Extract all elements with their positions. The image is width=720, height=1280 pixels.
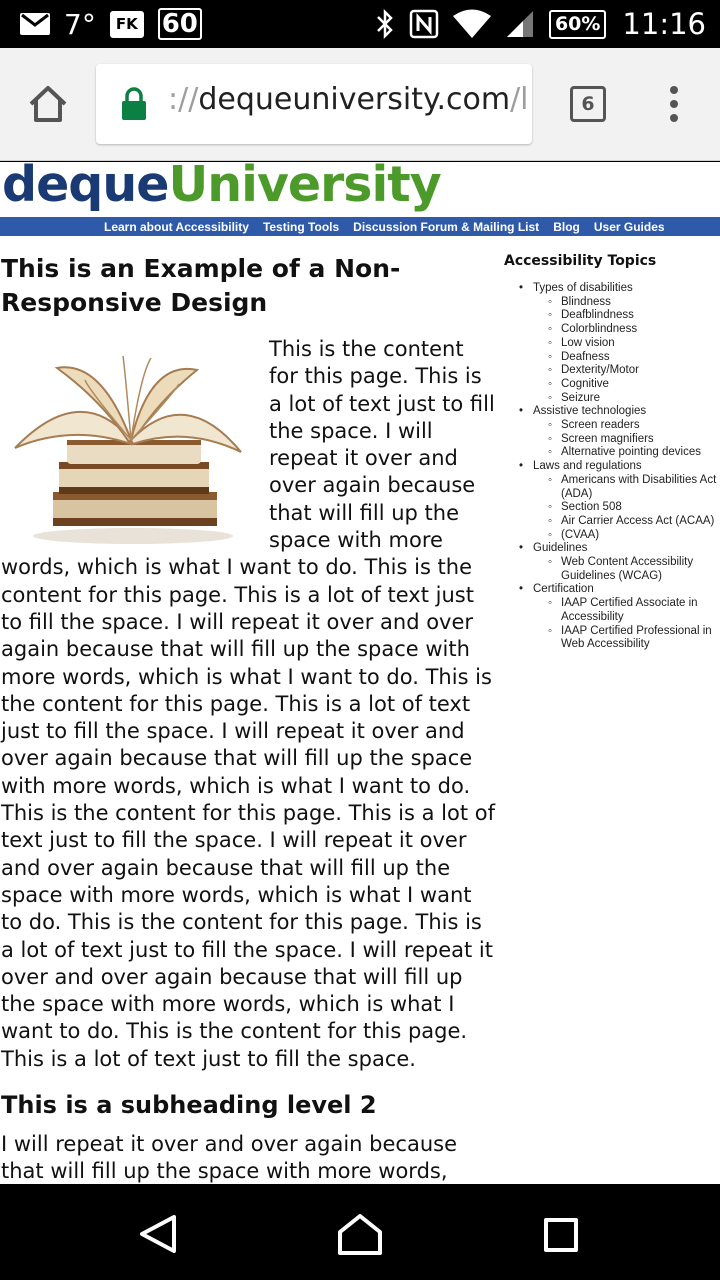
- count-badge: 60: [158, 8, 202, 40]
- overflow-menu-button[interactable]: [664, 86, 684, 122]
- topics-list: [504, 282, 720, 652]
- fk-badge: FK: [110, 11, 144, 38]
- subtopic-link[interactable]: ◦ Deafness: [561, 350, 610, 363]
- temperature: 7°: [64, 7, 96, 41]
- lock-icon: [120, 86, 148, 122]
- system-navigation-bar: [0, 1184, 720, 1280]
- subtopic-link[interactable]: ◦ IAAP Certified Associate in Accessibility: [561, 597, 698, 623]
- mail-icon: [20, 13, 50, 35]
- url-text: [168, 82, 529, 117]
- bluetooth-icon: [375, 9, 395, 39]
- topic-link[interactable]: • Assistive technologies: [533, 405, 647, 418]
- open-book-image: [1, 340, 269, 554]
- battery-indicator: 60%: [549, 10, 606, 39]
- subtopic-link[interactable]: ◦ Colorblindness: [561, 323, 638, 336]
- subtopic-link[interactable]: ◦ Air Carrier Access Act (ACAA): [561, 514, 715, 527]
- subtopic-link[interactable]: ◦ Alternative pointing devices: [561, 446, 701, 459]
- content-paragraph-2: I will repeat it over and over again because that will fill up the space with more words,: [1, 1132, 458, 1184]
- subtopic-link[interactable]: ◦ Screen magnifiers: [561, 432, 654, 445]
- site-logo[interactable]: [2, 156, 441, 215]
- subtopic-link[interactable]: ◦ Screen readers: [561, 419, 640, 432]
- cell-signal-icon: [505, 9, 535, 39]
- main-content: [1, 252, 497, 1213]
- web-page: [0, 156, 720, 1184]
- subtopic-link[interactable]: ◦ Web Content Accessibility Guidelines (WCAG): [561, 556, 694, 582]
- url-path: /l: [510, 82, 529, 117]
- nav-discussion-forum[interactable]: Discussion Forum & Mailing List: [353, 219, 540, 234]
- topic-types-of-disabilities: [504, 282, 720, 405]
- subheading: This is a subheading level 2: [1, 1091, 377, 1120]
- nfc-icon: [409, 9, 439, 39]
- browser-toolbar: [0, 48, 720, 161]
- menu-dot-icon: [670, 86, 678, 94]
- status-bar: [0, 0, 720, 48]
- subtopic-link[interactable]: ◦ Deafblindness: [561, 309, 634, 322]
- subtopic-link[interactable]: ◦ Blindness: [561, 295, 611, 308]
- subtopic-link[interactable]: ◦ Section 508: [561, 501, 622, 514]
- menu-dot-icon: [670, 100, 678, 108]
- accessibility-topics-sidebar: [504, 252, 720, 652]
- recent-apps-icon[interactable]: [544, 1218, 578, 1252]
- subtopic-link[interactable]: ◦ (CVAA): [561, 528, 600, 541]
- topic-link[interactable]: • Certification: [533, 583, 594, 596]
- topic-link[interactable]: • Laws and regulations: [533, 460, 642, 473]
- topic-assistive-technologies: [504, 405, 720, 460]
- page-title: This is an Example of a Non-Responsive Design: [1, 254, 401, 317]
- address-bar[interactable]: [96, 64, 532, 144]
- topic-guidelines: [504, 542, 720, 583]
- home-nav-icon[interactable]: [336, 1212, 384, 1256]
- content-text: This is the content for this page. This is a lot of text just to fill the space. I will repeat it over and over again because that will fill up the space with more words, which is what I want to do. This is the content for this page. This is a lot of text just to fill the space. I will repeat it over and over again because that will fill up the space with more words, which is what I want to do. This is the content for this page. This is a lot of text just to fill the space. I will repeat it over and over again because that will fill up the space with more words, which is what I want to do. This is the content for this page. This is a lot of text just to fill the space. I will repeat it over and over again because that will fill up the space with more words, which is what I want to do. This is the content for this page. This is a lot of text just to fill the space. I will repeat it over and over again because that will fill up the space with more words, which is what I want to do. This is the content for this page. This is a lot of text just to fill the space.: [1, 337, 496, 1071]
- url-domain: dequeuniversity.com: [198, 82, 511, 117]
- subtopic-link[interactable]: ◦ Seizure: [561, 391, 600, 404]
- content-paragraph: [1, 336, 497, 1073]
- back-icon[interactable]: [136, 1214, 180, 1254]
- subtopic-link[interactable]: ◦ IAAP Certified Professional in Web Accessibility: [561, 624, 712, 651]
- nav-user-guides[interactable]: User Guides: [593, 219, 665, 234]
- sidebar-title: Accessibility Topics: [504, 253, 657, 269]
- subtopic-link[interactable]: ◦ Cognitive: [561, 377, 609, 390]
- nav-blog[interactable]: Blog: [553, 219, 580, 234]
- topic-link[interactable]: • Guidelines: [533, 542, 588, 555]
- tab-switcher-button[interactable]: 6: [570, 86, 606, 122]
- topic-link[interactable]: • Types of disabilities: [533, 282, 633, 294]
- menu-dot-icon: [670, 114, 678, 122]
- logo-university: University: [168, 156, 441, 213]
- logo-deque: deque: [2, 156, 169, 213]
- subtopic-link[interactable]: ◦ Americans with Disabilities Act (ADA): [561, 473, 717, 500]
- topic-certification: [504, 583, 720, 652]
- wifi-icon: [453, 9, 491, 39]
- topic-laws-and-regulations: [504, 460, 720, 542]
- clock: 11:16: [622, 7, 706, 41]
- subtopic-link[interactable]: ◦ Low vision: [561, 336, 615, 349]
- subtopic-link[interactable]: ◦ Dexterity/Motor: [561, 364, 639, 377]
- home-icon: [26, 82, 70, 126]
- url-scheme: ://: [168, 82, 199, 117]
- nav-learn-accessibility[interactable]: Learn about Accessibility: [104, 219, 249, 234]
- site-nav: [0, 217, 720, 236]
- nav-testing-tools[interactable]: Testing Tools: [262, 219, 340, 234]
- home-button[interactable]: [26, 82, 70, 126]
